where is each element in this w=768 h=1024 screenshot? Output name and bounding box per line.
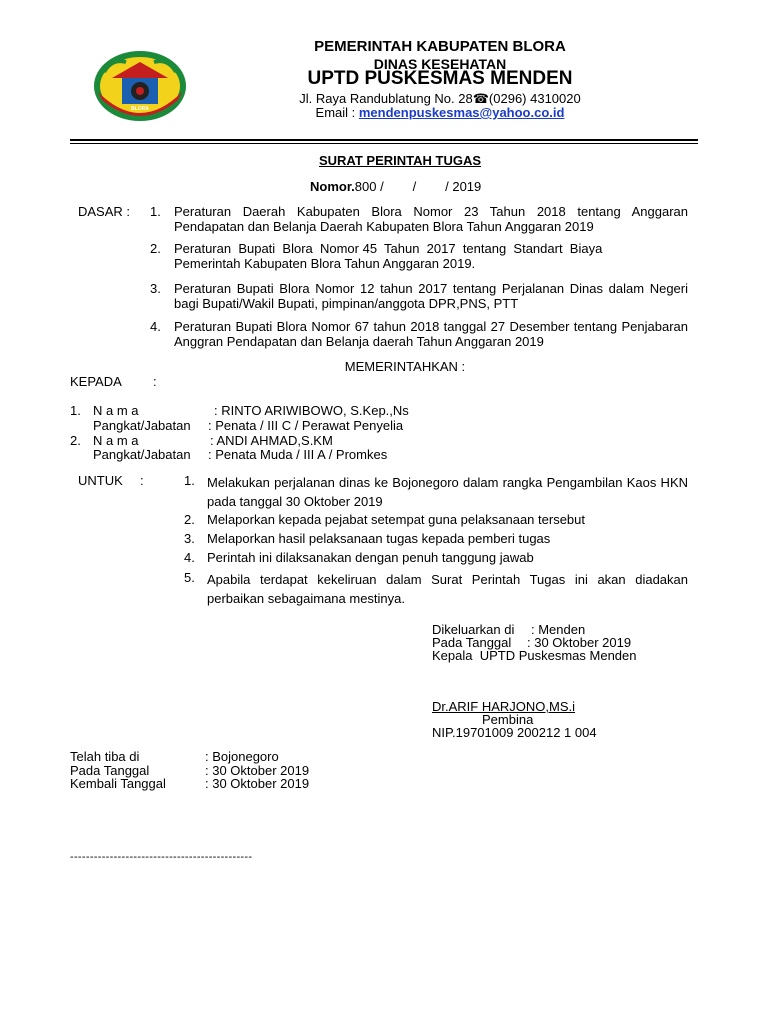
untuk-item-5-num: 5. xyxy=(184,570,195,585)
blora-regency-crest-logo xyxy=(92,48,188,124)
arrival-place-label: Telah tiba di xyxy=(70,749,140,764)
memerintahkan-heading: MEMERINTAHKAN : xyxy=(344,359,466,374)
signer-rank: Pembina xyxy=(482,712,534,727)
header-rule-thick xyxy=(70,139,698,141)
person-1-num: 1. xyxy=(70,403,81,418)
dasar-item-4-num: 4. xyxy=(150,319,161,334)
issued-date: : 30 Oktober 2019 xyxy=(527,635,632,650)
untuk-item-3-text: Melaporkan hasil pelaksanaan tugas kepada pemberi tugas xyxy=(207,531,551,546)
document-number xyxy=(310,179,481,194)
nomor-value: 800 / / / 2019 xyxy=(354,179,482,194)
dasar-item-2-num: 2. xyxy=(150,241,161,256)
dasar-item-3-text: Peraturan Bupati Blora Nomor 12 tahun 2017 tentang Perjalanan Dinas dalam Negeri bagi Bupati/Wakil Bupati, pimpinan/anggota DPR,PNS, PTT xyxy=(174,281,688,311)
person-2-rank-label: Pangkat/Jabatan xyxy=(93,447,191,462)
untuk-item-4-text: Perintah ini dilaksanakan dengan penuh tanggung jawab xyxy=(207,550,534,565)
logo-text: BLORA xyxy=(131,106,149,112)
untuk-item-3-num: 3. xyxy=(184,531,195,546)
kepada-label: KEPADA xyxy=(70,374,122,389)
signer-name: Dr.ARIF HARJONO,MS.i xyxy=(432,699,576,714)
kepada-colon: : xyxy=(153,374,157,389)
person-1-rank: : Penata / III C / Perawat Penyelia xyxy=(208,418,404,433)
header-institution: UPTD PUSKESMAS MENDEN xyxy=(307,68,573,89)
email-link[interactable]: mendenpuskesmas@yahoo.co.id xyxy=(358,105,565,120)
untuk-item-4-num: 4. xyxy=(184,550,195,565)
dasar-item-3-num: 3. xyxy=(150,281,161,296)
header-rule-thin xyxy=(70,143,698,144)
return-date: : 30 Oktober 2019 xyxy=(205,776,310,791)
issued-place: : Menden xyxy=(531,622,586,637)
header-email xyxy=(210,105,670,120)
untuk-colon: : xyxy=(140,473,144,488)
untuk-label: UNTUK xyxy=(78,473,123,488)
person-2-name-label: N a m a xyxy=(93,433,139,448)
person-1-name: : RINTO ARIWIBOWO, S.Kep.,Ns xyxy=(214,403,409,418)
untuk-item-5-text: Apabila terdapat kekeliruan dalam Surat Perintah Tugas ini akan diadakan perbaikan sebagaimana mestinya. xyxy=(207,572,688,606)
arrival-date: : 30 Oktober 2019 xyxy=(205,763,310,778)
person-2-num: 2. xyxy=(70,433,81,448)
email-label: Email : xyxy=(315,105,359,120)
untuk-item-2-text: Melaporkan kepada pejabat setempat guna pelaksanaan tersebut xyxy=(207,512,585,527)
dasar-item-2-line2: Pemerintah Kabupaten Blora Tahun Anggaran 2019. xyxy=(174,256,476,271)
nomor-label: Nomor. xyxy=(310,179,355,194)
untuk-item-1-text: Melakukan perjalanan dinas ke Bojonegoro dalam rangka Pengambilan Kaos HKN pada tanggal 30 Oktober 2019 xyxy=(207,475,688,509)
issued-date-label: Pada Tanggal xyxy=(432,635,512,650)
dasar-item-2-line1: Peraturan Bupati Blora Nomor 45 Tahun 2017 tentang Standart Biaya xyxy=(174,241,603,256)
person-2-name: : ANDI AHMAD,S.KM xyxy=(210,433,333,448)
address-text: Jl. Raya Randublatung No. 28 xyxy=(299,91,473,106)
return-date-label: Kembali Tanggal xyxy=(70,776,166,791)
telephone-icon: ☎ xyxy=(472,91,489,106)
signer-nip: NIP.19701009 200212 1 004 xyxy=(432,725,597,740)
signature-dash-line: ---------------------------------------------- xyxy=(70,851,253,863)
untuk-item-2-num: 2. xyxy=(184,512,195,527)
issued-place-label: Dikeluarkan di xyxy=(432,622,515,637)
dasar-label: DASAR : xyxy=(78,204,131,219)
dasar-item-4-text: Peraturan Bupati Blora Nomor 67 tahun 2018 tanggal 27 Desember tentang Penjabaran Anggran Pendapatan dan Belanja daerah Tahun Anggaran 2019 xyxy=(174,319,688,349)
header-department: DINAS KESEHATAN xyxy=(373,56,507,72)
person-1-rank-label: Pangkat/Jabatan xyxy=(93,418,191,433)
dasar-item-1-text: Peraturan Daerah Kabupaten Blora Nomor 23 Tahun 2018 tentang Anggaran Pendapatan dan Belanja Daerah Kabupaten Blora Tahun Anggaran 2019 xyxy=(174,204,688,234)
untuk-item-1-num: 1. xyxy=(184,473,195,488)
dasar-item-1-num: 1. xyxy=(150,204,161,219)
issued-position: Kepala UPTD Puskesmas Menden xyxy=(432,648,637,663)
arrival-date-label: Pada Tanggal xyxy=(70,763,150,778)
phone-text: (0296) 4310020 xyxy=(488,91,581,106)
person-1-name-label: N a m a xyxy=(93,403,139,418)
header-government: PEMERINTAH KABUPATEN BLORA xyxy=(314,38,566,55)
arrival-place: : Bojonegoro xyxy=(205,749,279,764)
person-2-rank: : Penata Muda / III A / Promkes xyxy=(208,447,388,462)
document-title: SURAT PERINTAH TUGAS xyxy=(318,153,482,168)
